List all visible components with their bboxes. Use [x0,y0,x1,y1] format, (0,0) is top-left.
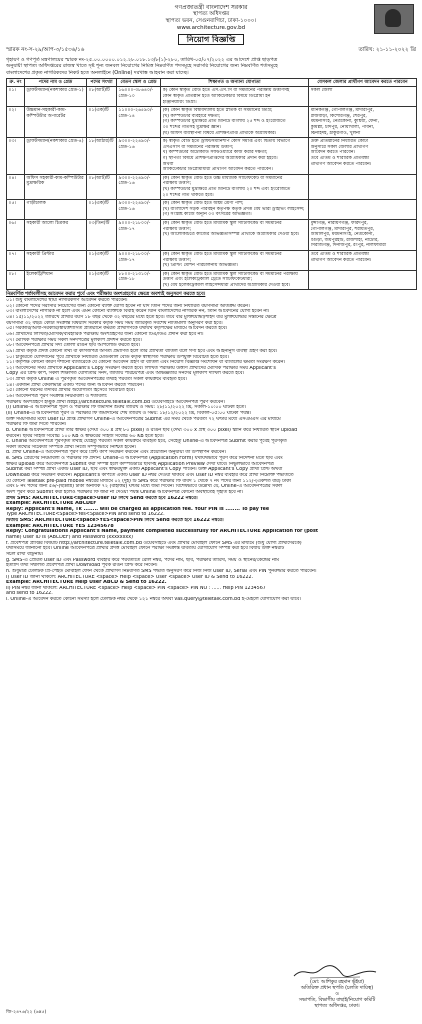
condition-line: ০৬। প্রার্থীদের লিখিত/মৌখিক/ব্যবহারিক পরীক্ষায় অংশগ্রহণের জন্য কোনো টিএ/ডিএ প্রদান করা হবে না। [6,331,204,337]
condition-line: ১৫। কোনো ধরনের তদবির প্রার্থীর অযোগ্যতা হিসেবে বিবেচিত হবে। [6,388,136,394]
row-districts-line: বগুড়া, জয়পুরহাট, রাজশাহী, নাটোর, [310,237,379,243]
condition-line: Type ARCHITECTURE<Space>Yes<Space>PIN and send to 16222. [6,512,165,518]
footer-code: জি-২৪৭৬/২২ (৬x৫) [6,1010,47,1015]
signatory-committee: সভাপতি, বিভাগীয় বাছাই/নিয়োগ কমিটি [298,998,376,1003]
row-scale: ৯০০০-২১৮০০/- গ্রেড-১৭ [117,219,161,250]
row-qualification [161,174,309,199]
row-qualification [161,200,309,220]
row-qualification-line: এসএসসি বা সমমানের পরীক্ষায় উত্তীর্ণ; [162,144,234,150]
department-name: স্থাপত্য অধিদপ্তর [192,11,230,17]
row-qualification-line: ইঞ্জিনিয়ারিং ডিগ্রী। [162,99,197,105]
row-qualification-line: (খ) কম্পিউটার মুদ্রাক্ষরে প্রতি মিনিটে বাংলায় ২০ শব্দ এবং ইংরেজিতে [162,186,291,192]
condition-line: স্বাক্ষর upload করে আবেদনপত্র Submit করা সম্পন্ন হলে কম্পিউটারে ছবিসহ Application Preview দেখা যাবে। নির্ভুলভাবে আবেদনপত্র [6,461,274,467]
row-scale: ৯৩০০-২২৪৯০/- গ্রেড-১৬ [117,200,161,220]
row-districts-line: প্রার্থীগণ আবেদন করতে পারবেন। [310,257,372,263]
row-qualification [161,87,309,107]
portrait-emblem-icon [374,4,414,34]
department-address: স্থাপত্য ভবন, সেগুনবাগিচা, ঢাকা-১০০০। [165,18,257,24]
condition-line: g. SMS-এ প্রেরিত User ID এবং Password ব্যবহার করে পরবর্তীতে রোল নম্বর, পদের নাম, ছবি, পরীক্ষার তারিখ, সময় ও স্থানের/কেন্দ্রের নাম [6,557,279,563]
row-qualification-line: পরীক্ষায় উত্তীর্ণ; [162,257,192,263]
row-qualification [161,107,309,138]
row-count: ০৮(আট)টি [87,87,117,107]
intro-line: গৃহায়ণ ও গণপূর্ত মন্ত্রণালয়ের স্মারক নং-২৫.০০.০০০০.০১২.২৮.০১৮.১৩/৮(১)-২৮০, তারিখ-০৫/০৭/২০২২ এর আদেশে প্রাপ্ত ছাড়পত্র [6,57,278,63]
col-serial: ক্র. নং [7,78,25,87]
row-qualification [161,138,309,175]
col-scale: বেতন স্কেল ও গ্রেড [117,78,161,87]
signatory-title: অতিরিক্ত প্রধান স্থপতি (চলতি দায়িত্ব) [300,986,374,991]
col-districts: যেসকল জেলার প্রার্থীগণ আবেদন করতে পারবেন [309,78,417,87]
condition-line: Example: ARCHITECTURE ABCDEF [6,501,97,507]
condition-line: Reply: Applicant's Name, Tk ........ will be charged as application fee. Your PIN is ........ To pay fee [6,506,270,512]
row-count: ০১(এক)টি [87,250,117,270]
vacancy-table [6,78,417,291]
row-serial: ০৭। [7,250,25,270]
row-post: উচ্চমান-সহকারী-কাম-কম্পিউটার অপারেটর [25,107,87,138]
intro-line: বাংলাদেশের প্রকৃত নাগরিকদের নিকট হতে অনলাইনে (Online) দরখাস্ত আহবান করা যাচ্ছে। [6,69,189,76]
table-row [7,174,417,199]
signatory-name: (মো: আশিকুর রহমান ভূঁইয়া) [309,980,365,985]
row-districts-line: সিরাজগঞ্জ, দিনাজপুর, রংপুর, নীলফামারী [310,243,387,249]
condition-line: ০৮। আবেদনপত্রে প্রার্থীর সদ্য তোলা রঙিন ছবি আপলোড করতে হবে। [6,343,140,349]
row-qualification-line: (ঘ) অফিস ব্যবস্থাপনা বিষয়ে প্রশিক্ষণপ্রাপ্ত প্রার্থীকে অগ্রাধিকার। [162,130,277,136]
row-qualification-line: (ক) কোন স্বীকৃত বিশ্ববিদ্যালয় হতে স্নাতক বা সমমানের ডিগ্রি; [162,108,273,114]
row-qualification [161,250,309,270]
row-districts-line: রাজবাড়ী, কিশোরগঞ্জ, শেরপুর, [310,113,367,119]
condition-line: ০৩। বাংলাদেশের নাগরিক না হলে এবং এমন কোনো ব্যক্তিকে বিবাহ করেন যিনি বাংলাদেশের নাগরিক নন, তিনি আবেদনের যোগ্য হবেন না। [6,309,270,315]
row-qualification-line: ক) স্বীকৃত বোর্ড হতে ড্রাফটসম্যানশীপ কোর্স সমাপ্ত এবং দ্বিতীয় বিভাগে [162,139,291,145]
row-districts [309,270,417,290]
row-qualification-line: (খ) বাংলাদেশ সড়ক পরিবহন কর্তৃপক্ষ কর্তৃক প্রদত্ত বৈধ ভারী ড্রাইভিং লাইসেন্স; [162,206,305,212]
handwritten-signature [262,964,412,980]
condition-line: ০২। কোনো পদের সরাসরি নিয়োগের জন্য কোনো ব্যক্তি যোগ্য হবেন না যদি তিনি পদের জন্য নির্ধারিত বয়সসীমা অতিক্রম করেন। [6,303,250,309]
condition-line: d. প্রার্থী Online-এ আবেদনপত্র পূরণ করে প্রিন্ট কপি সংরক্ষণ করবেন এবং প্রয়োজন অনুযায়ী তা উপস্থাপন করবেন। [6,450,227,456]
condition-line: f. প্রবেশপত্র প্রাপ্তির বিষয়টি http://architecture.teletalk.com.bd ওয়েবসাইটে এবং প্রার্থীর মোবাইল ফোনে SMS এর মাধ্যমে (শুধু যোগ্য প্রার্থীদেরকে) [6,540,302,546]
condition-line: যে কোনো Teletalk pre-paid mobile নম্বরের মাধ্যমে ০২ (দুই) টি SMS করে পরীক্ষার ফি বাবদ ১ থেকে ৭ নং পদের জন্য ১১২/-(একশত বার) টাকা [6,478,291,484]
condition-line: h. শুধুমাত্র টেলিটক প্রি-পেইড মোবাইল ফোন থেকে প্রার্থীগণ নিম্নবর্ণিত SMS পদ্ধতি অনুসরণ করে নিজ নিজ User ID, Serial এবং PIN পুনরুদ্ধার করতে পারবেন। [6,568,317,574]
row-qualification-line: (গ) সংশ্লিষ্ট কাজে অন্যূন ০৩ বৎসরের অভিজ্ঞতা। [162,212,252,218]
row-qualification-line: ২০ শব্দের গতি থাকতে হবে। [162,192,214,198]
condition-line: ii) PIN নম্বর জানা থাকলে: ARCHITECTURE <space> Help <space> PIN <space> PIN NO : ...... Help PIN 1234567 [6,585,266,591]
department-website: www.architecture.gov.bd [176,25,246,31]
row-scale: ১১০০০-২৬৫৯০/- গ্রেড-১৪ [117,107,161,138]
table-row [7,200,417,220]
row-post: ড্রাফটসম্যান(নকশাকার গ্রেড-১) [25,87,87,107]
row-serial: ০১। [7,87,25,107]
notice-date: তারিখ: ২১-১১-২০২২ খ্রি [358,47,416,53]
intro-line: অনুযায়ী স্থাপত্য অধিদপ্তরের রাজস্ব খাতে সৃষ্ট শূন্য জনবল নিয়োগের নিমিত্ত নিম্নবর্ণিত পদসমূহে সরাসরি নিয়োগের জন্য নিম্নবর্ণিত শর্তসমূহে [6,63,278,70]
row-count: ০৩(তিন)টি [87,219,117,250]
row-qualification-line: (খ) প্রিন্টিং মেশিন পরিচালনায় অভিজ্ঞতা। [162,263,239,269]
memo-number: স্মারক নং-স-২৯/আপ-৩/১৫৩৬/১৬ [6,47,85,53]
row-qualification [161,219,309,250]
condition-line: i) User ID জানা থাকলে: ARCHITECTURE <space> Help <space> User <space> User ID & Send to 16222. [6,574,254,580]
conditions-section [6,292,416,602]
row-qualification-line: অথবা [162,161,174,167]
intro-paragraph [6,57,416,76]
signature-block [262,964,412,1010]
condition-line: ০৭। মৌখিক পরীক্ষার সময় সকল সনদপত্রের মূলকপি প্রদর্শন করতে হবে। [6,337,142,343]
condition-line: ০৯। প্রার্থী কর্তৃক প্রদত্ত কোনো তথ্য বা কাগজপত্র অসত্য প্রমাণিত হলে তার প্রার্থিতা বাতিল বলে গণ্য হবে এবং আইনানুগ ব্যবস্থা গ্রহণ করা হবে। [6,348,278,354]
condition-line: দ্বিতীয় SMS: ARCHITECTURE<space>YES<space>PIN লিখে Send করতে হবে 16222 নম্বরে। [6,518,224,524]
row-post: ড্রাফটসম্যান(নকশাকার গ্রেড-৪) [25,138,87,175]
condition-line: and send to 16222. [6,591,53,597]
row-scale: ৮৮০০-২১৩১০/- গ্রেড-১৮ [117,270,161,290]
row-serial: ০৫। [7,200,25,220]
vacancy-table-header [7,78,417,87]
row-count: ০১(এক)টি [87,270,117,290]
table-row [7,270,417,290]
col-post: পদের নাম ও গ্রেড [25,78,87,87]
row-districts-line: গোপালগঞ্জ, মাদারীপুর, শরীয়তপুর, [310,226,375,232]
condition-line: ১১। কর্তৃপক্ষ কোনো কারণ দর্শানো ব্যতিরেকে যে কোনো আবেদন গ্রহণ বা বাতিল এবং নিয়োগ বিজ্ঞপ্তি সংশোধন বা বাতিলের ক্ষমতা সংরক্ষণ করেন। [6,360,286,366]
col-qualification: শিক্ষাগত ও অন্যান্য যোগ্যতা [161,78,309,87]
condition-line: ১৩। প্রার্থী কর্তৃক Online এ পূরণকৃত আবেদনপত্রের তথ্যই পরবর্তী সকল কার্যক্রমে ব্যবহৃত হবে। [6,377,187,383]
condition-line: Reply: Congratulations Applicant's Name, payment completed successfully for ARCHITECTURE Application for (post [6,529,319,535]
row-serial: ০৪। [7,174,25,199]
condition-line: অংশ পূরণ করে Submit করা হলেও পরীক্ষার ফি জমা না দেওয়া পর্যন্ত Online আবেদনপত্র কোনো অবস্থাতেই গৃহীত হবে না। [6,489,244,495]
row-serial: ০৩। [7,138,25,175]
row-qualification-line: (খ) বৈধ ইলেকট্রিক্যাল লাইসেন্সধারী প্রার্থীদের অগ্রাধিকার দেওয়া হবে। [162,282,291,288]
condition-line: ১৬। আবেদনপত্র পূরণ সংক্রান্ত নিয়মাবলী ও শর্তাবলী: [6,394,108,400]
signatory-office: স্থাপত্য অধিদপ্তর, ঢাকা। [314,1004,360,1009]
row-districts-line: তবে এতিম ও শারীরিক প্রতিবন্ধী [310,251,370,257]
condition-line: উক্ত সময়সীমার মধ্যে User ID প্রাপ্ত প্রার্থীগণ Online-এ আবেদনপত্রের Submit এর সময় থেকে পরবর্তী ৭২ ঘন্টার মধ্যে এসএমএস এর মাধ্যমে [6,416,281,422]
row-scale: ৯৩০০-২২৪৯০/- গ্রেড-১৬ [117,138,161,175]
row-qualification-line: (ক) কোন স্বীকৃত বোর্ড হতে উচ্চ মাধ্যমিক সার্টিফিকেট বা সমমানের [162,175,283,181]
row-districts-line: ঝিনাইদহ, ঠাকুরগাঁও, খুলনা [310,130,361,136]
condition-line: বয়সসীমা ৩২ বছর। কোটা সংক্রান্ত বিষয়াদি সরকার কর্তৃক সময় সময় জারিকৃত সর্বশেষ নীতিমালা অনুসরণ করা হবে। [6,320,223,326]
condition-line: Download করে সংরক্ষণ করবেন। Applicant's কপিতে একটি User ID নম্বর দেওয়া থাকবে এবং User ID নম্বর ব্যবহার করে প্রার্থী নিম্নোক্ত পদ্ধতিতে [6,473,294,478]
row-qualification-line: ক) কোন স্বীকৃত বোর্ড হতে এস.এস.সি বা সমমানের পরীক্ষায় উত্তীর্ণসহ [162,88,290,94]
condition-line: এবং ৮ নং পদের জন্য ৫৬/-(ছাপ্পান্ন) টাকা অনধিক ৭২ (বাহাত্তর) ঘন্টার মধ্যে জমা দিবেন। বিশেষভাবে উল্লেখ্য যে, Online-এ আবেদনপত্রের সকল [6,484,283,490]
government-name: গণপ্রজাতন্ত্রী বাংলাদেশ সরকার [174,4,248,11]
row-qualification-line: (ক) কোন স্বীকৃত বোর্ড হতে মাধ্যমিক স্কুল সার্টিফিকেট বা সমমানের [162,251,282,257]
row-districts-line: মুন্সীগঞ্জ, নারায়ণগঞ্জ, ফরিদপুর, [310,220,368,226]
row-qualification [161,270,309,290]
condition-line: ০১। শুধু বাংলাদেশের স্থায়ী নাগরিকগণ আবেদন করতে পারবেন। [6,298,128,304]
condition-line: b. Online আবেদনপত্রে প্রার্থী তার স্বাক্ষর (দৈর্ঘ্য ৩০০ x প্রস্থ ৮০ pixel) ও রঙিন ছবি (দৈর্ঘ্য ৩০০ x প্রস্থ ৩০০ pixel) স্ক্যান করে নির্ধারিত স্থানে upload [6,427,298,433]
table-row [7,219,417,250]
row-count: ০১(এক)টি [87,107,117,138]
row-districts [309,174,417,199]
row-districts-line: আবেদন করতে পারবেন। [310,150,356,156]
row-post: ইলেকট্রিশিয়ান [25,270,87,290]
condition-line: Example: ARCHITECTURE YES 12345678 [6,523,114,529]
condition-line: সচল রাখা বাঞ্ছনীয়। [6,551,44,557]
row-serial: ০৬। [7,219,25,250]
row-districts-line: সকল জেলা [310,88,333,94]
row-serial: ০২। [7,107,25,138]
condition-line: (ii) Online-এ আবেদনপত্র পূরণ ও পরীক্ষার ফি জমাদানের শেষ তারিখ ও সময়: ১৮/১২/২০২২ খ্রি, বিকাল-০৫:০০ ঘটিকা পর্যন্ত। [6,410,252,416]
row-count: ০৮(আট)টি [87,174,117,199]
row-qualification-line: (ক) কোন স্বীকৃত বোর্ড হতে মাধ্যমিক স্কুল সার্টিফিকেট বা সমমানের [162,220,282,226]
row-districts [309,138,417,175]
row-districts [309,219,417,250]
col-count: পদের সংখ্যা [87,78,117,87]
reference-row [6,47,416,55]
row-post: গাড়ীচালক [25,200,87,220]
condition-line: (i) Online-এ আবেদনপত্র পূরণ ও পরীক্ষার ফি জমাদান শুরুর তারিখ ও সময়: ২৮/১১/২০২২ খ্রি, সকাল-১০:০০ ঘটিকা হতে। [6,405,246,411]
row-qualification-line: (ক) কোন স্বীকৃত বোর্ড হতে অষ্টম শ্রেণী পাশ; [162,201,244,207]
condition-line: Copy এর প্রিন্ট কপি, সকল শিক্ষাগত যোগ্যতার সনদ, জাতীয় পরিচয়পত্র এবং অভিজ্ঞতার সনদের মূলকপি দাখিল করতে হবে। [6,371,245,377]
row-count: ১৮(আঠার)টি [87,138,117,175]
row-qualification-line: খ) কম্পিউটার অটোক্যাড সফটওয়্যারে কাজ করার দক্ষতা; [162,150,268,156]
row-post: সহকারী প্রিন্টার [25,250,87,270]
condition-line: Example: ARCHITECTURE Help User ABCD & Send to 16222. [6,580,167,586]
condition-line: ০৪। ১৫/১১/২০২২ তারিখে প্রার্থীর বয়স ১৮ বছর থেকে ৩২ বছরের মধ্যে হতে হবে। তবে বীর মুক্তিযোদ্ধা/শহিদ বীর মুক্তিযোদ্ধার সন্তানের ক্ষেত্রে [6,315,277,321]
condition-line: ইত্যাদি তথ্য সম্বলিত প্রবেশপত্র প্রার্থী Download পূর্বক রঙিন প্রিন্ট করে নিবেন। [6,563,158,569]
row-qualification-line: পরীক্ষায় উত্তীর্ণ; [162,226,192,232]
condition-line: প্রথম SMS: ARCHITECTURE<space>User ID লিখে Send করতে হবে 16222 নম্বরে। [6,495,198,501]
row-districts-line: অনুসারে সকল জেলার প্রার্থীগণ [310,144,369,150]
row-qualification-line: (গ) কম্পিউটার মুদ্রাক্ষরে প্রতি মিনিটে বাংলায় ২৫ শব্দ ও ইংরেজিতে [162,119,286,125]
table-row [7,107,417,138]
row-districts-line: ময়মনসিংহ, নেত্রকোনা, কুষ্টিয়া, ফেনী, [310,119,380,125]
row-scale: ৯৩০০-২২৪৯০/- গ্রেড-১৬ [117,174,161,199]
row-qualification-line: কোন স্বীকৃত প্রতিষ্ঠান হতে আর্কিটেকচার বিষয়ে ডিপ্লোমা ইন [162,94,271,100]
condition-line: Submit করা সম্পন্ন প্রার্থী একটি User ID, ছবি এবং স্বাক্ষরযুক্ত একটি Applicant's Copy পাবেন। উক্ত Applicant's Copy প্রার্থী প্রিন্ট অথবা [6,467,283,473]
condition-line: পরীক্ষার ফি জমা দিতে পারবেন। [6,422,67,428]
row-districts-line: মানিকগঞ্জ, গোপালগঞ্জ, মাদারীপুর, [310,108,375,114]
row-qualification-line: (খ) কম্পিউটার ব্যবহারে দক্ষতা; [162,113,221,119]
condition-line: i. Online-এ আবেদন করতে কোনো সমস্যা হলে টেলিটক নম্বর থেকে ১২১ নম্বরে অথবা vas.query@teletalk.com.bd ই-মেইলে যোগাযোগ করা যাবে। [6,597,301,603]
row-districts-line: কুমিল্লা, চাঁদপুর, নোয়াখালী, পাবনা, [310,125,375,131]
row-districts [309,200,417,220]
condition-line: e. SMS প্রেরণের নিয়মাবলী ও পরীক্ষার ফি প্রদান: Online-এ আবেদনপত্র (Application Form) যথাযথভাবে পূরণ করে নির্দেশনা মতে ছবি এবং [6,456,283,462]
conditions-heading: নিম্নবর্ণিত শর্তাবলীসহ আবেদন করার পূর্বে এবং পরীক্ষায় অংশগ্রহণের ক্ষেত্রে অবশ্যই অনুসরণ করতে হবে। [6,292,206,298]
condition-line: ০৫। সরকারি/আধা-সরকারি/স্বায়ত্তশাসিত প্রতিষ্ঠানে কর্মরত প্রার্থীগণকে যথাযথ কর্তৃপক্ষের মাধ্যমে আবেদন করতে হবে। [6,326,228,332]
row-districts-line: উক্ত প্রতিষ্ঠানের নির্ধারিত কোটা [310,139,369,145]
row-qualification-line: গ) স্থাপত্য বিষয়ে প্রশিক্ষণপ্রাপ্তদের অগ্রাধিকার প্রদান করা হইবে। [162,156,278,162]
notice-title: নিয়োগ বিজ্ঞপ্তি [178,34,245,45]
condition-line: c. Online আবেদনপত্রে পূরণকৃত তথ্যই যেহেতু পরবর্তী সকল কার্যক্রমে ব্যবহৃত হবে, সেহেতু Online-এ আবেদনপত্র Submit করার পূর্বেই পূরণকৃত [6,439,287,445]
notice-header [6,4,416,45]
condition-line: ১৪। একজন প্রার্থী কেবলমাত্র একটি পদের জন্য আবেদন করতে পারবেন। [6,382,144,388]
row-qualification-line: ৩০ শব্দের গতিসহ মুদ্রাক্ষর জ্ঞান। [162,125,222,131]
row-qualification-line: উত্তীর্ণ এবং ইলেকট্রিক্যাল ট্রেডে সার্টিফিকেটধারী; [162,277,253,283]
row-districts-line: প্রার্থীগণ আবেদন করতে পারবেন। [310,161,372,167]
condition-line: ১০। চাকুরিতে যোগদানের পূর্বে প্রার্থীকে নির্ধারিত মেডিক্যাল বোর্ড কর্তৃক স্বাস্থ্যগত পরীক্ষায় উপযুক্ত বিবেচিত হতে হবে। [6,354,229,360]
condition-line: করবেন। ছবির সাইজ সর্বোচ্চ ১০০ KB ও স্বাক্ষরের সাইজ সর্বোচ্চ ৬০ KB হতে হবে। [6,433,164,439]
table-row [7,87,417,107]
row-districts [309,250,417,270]
row-qualification-line: আর্কিটেকচার ডিপ্লোমাধারী প্রার্থীগণ আবেদন করতে পারবেন। [162,167,273,173]
row-scale: ৯০০০-২১৮০০/- গ্রেড-১৭ [117,250,161,270]
row-serial: ০৮। [7,270,25,290]
condition-line: name) User ID is (ABCDEF) and Password (xxxxxxxx) [6,535,133,541]
signatory-and: ও [335,992,339,997]
condition-line: ১২। আবেদনের সময় প্রার্থীকে Applicant's Copy সংরক্ষণ করতে হবে। লিখিত পরীক্ষায় উত্তীর্ণ প্রার্থীদের মৌখিক পরীক্ষার সময় Applicant's [6,365,276,371]
row-qualification-line: (ক) কোন স্বীকৃত বোর্ড হতে মাধ্যমিক স্কুল সার্টিফিকেট বা সমমানের পরীক্ষায় [162,271,298,277]
row-post: অফিস সহকারী-কাম-কম্পিউটার মুদ্রাক্ষরিক [25,174,87,199]
row-post: সহকারী আলো চিত্রকর [25,219,87,250]
row-districts [309,87,417,107]
row-qualification-line: (খ) আলোকচিত্রে কাজের অভিজ্ঞতাসম্পন্ন প্রার্থীকে অগ্রাধিকার দেওয়া হবে। [162,232,300,238]
row-count: ০১(এক)টি [87,200,117,220]
condition-line: পরীক্ষায় অংশগ্রহণে ইচ্ছুক প্রার্থী http://architecture.teletalk.com.bd ওয়েবসাইটে আবেদনপত্র পূরণ করবেন। [6,399,225,405]
table-row [7,250,417,270]
table-row [7,138,417,175]
row-scale: ১৬০০০-৩৮৬৪০/- গ্রেড-১০ [117,87,161,107]
row-districts-line: তবে এতিম ও শারীরিক প্রতিবন্ধী [310,156,370,162]
condition-line: সকল তথ্যের সঠিকতা সম্পর্কে প্রার্থী নিজে সম্পূর্ণভাবে নিশ্চিত হবেন। [6,444,137,450]
condition-line: যথাসময়ে জানানো হবে। Online আবেদনপত্রে প্রার্থীর প্রদত্ত মোবাইল ফোনে পরীক্ষা সংক্রান্ত যাবতীয় যোগাযোগ সম্পন্ন করা হবে বিধায় উক্ত নম্বরটি [6,546,284,552]
row-districts [309,107,417,138]
row-qualification-line: পরীক্ষায় উত্তীর্ণ; [162,181,192,187]
row-districts-line: জামালপুর, ময়মনসিংহ, নেত্রকোনা, [310,232,374,238]
